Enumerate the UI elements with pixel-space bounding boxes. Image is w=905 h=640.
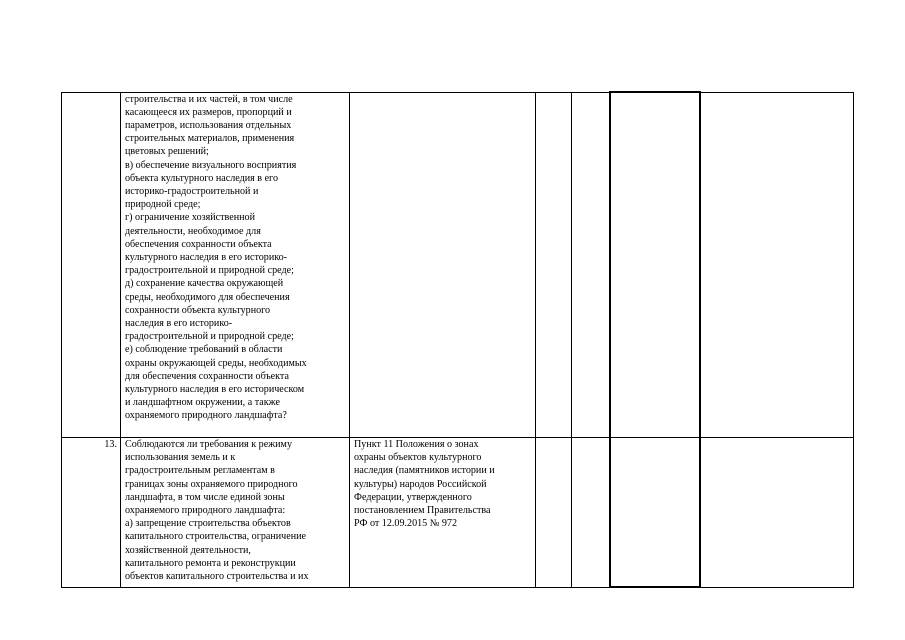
text-line: культурного наследия в его историко- — [125, 251, 288, 263]
text-line: сохранности объекта культурного — [125, 304, 271, 316]
text-line: культуры) народов Российской — [354, 478, 487, 490]
text-line: деятельности, необходимое для — [125, 225, 261, 237]
table-row — [62, 438, 854, 588]
text-line: цветовых решений; — [125, 146, 209, 158]
not-applicable-cell — [610, 438, 700, 588]
text-line: границах зоны охраняемого природного — [125, 478, 298, 490]
text-line: использования земель и к — [125, 452, 236, 464]
text-line: историко-градостроительной и — [125, 185, 259, 197]
text-line: г) ограничение хозяйственной — [125, 212, 255, 224]
text-line: среды, необходимого для обеспечения — [125, 291, 290, 303]
row-number-cell — [62, 92, 121, 438]
text-line: ландшафта, в том числе единой зоны — [125, 491, 285, 503]
text-line: охраны объектов культурного — [354, 452, 482, 464]
not-applicable-cell — [610, 92, 700, 438]
text-line: а) запрещение строительства объектов — [125, 518, 291, 530]
requirement-cell — [121, 438, 350, 588]
text-line: параметров, использования отдельных — [125, 119, 292, 131]
text-line: Соблюдаются ли требования к режиму — [125, 439, 292, 450]
answer-yes-cell — [536, 92, 572, 438]
text-line: охраняемого природного ландшафта: — [125, 505, 286, 517]
text-line: градостроительной и природной среде; — [125, 331, 294, 343]
answer-yes-cell — [536, 438, 572, 588]
text-line: строительных материалов, применения — [125, 133, 295, 145]
requirement-cell — [121, 92, 350, 438]
text-line: постановлением Правительства — [354, 505, 491, 517]
text-line: охраны окружающей среды, необходимых — [125, 357, 307, 369]
text-line: д) сохранение качества окружающей — [125, 278, 284, 290]
text-line: в) обеспечение визуального восприятия — [125, 159, 297, 171]
text-line: хозяйственной деятельности, — [125, 544, 251, 556]
reference-cell — [350, 92, 536, 438]
text-line: обеспечения сохранности объекта — [125, 238, 272, 250]
row-number-cell: 13. — [62, 438, 121, 588]
text-line: капитального строительства, ограничение — [125, 531, 307, 543]
text-line: для обеспечения сохранности объекта — [125, 370, 289, 382]
text-line: Федерации, утвержденного — [354, 491, 472, 503]
text-line: строительства и их частей, в том числе — [125, 93, 293, 105]
note-cell — [700, 438, 854, 588]
text-line: РФ от 12.09.2015 № 972 — [354, 518, 458, 530]
text-line: Пункт 11 Положения о зонах — [354, 439, 479, 450]
text-line: градостроительным регламентам в — [125, 465, 275, 477]
note-cell — [700, 92, 854, 438]
answer-no-cell — [572, 438, 610, 588]
text-line: природной среде; — [125, 199, 201, 211]
text-line: объекта культурного наследия в его — [125, 172, 278, 184]
answer-no-cell — [572, 92, 610, 438]
checklist-table — [61, 91, 854, 588]
text-line: е) соблюдение требований в области — [125, 344, 283, 356]
text-line: касающееся их размеров, пропорций и — [125, 106, 292, 118]
table-row — [62, 92, 854, 438]
reference-cell — [350, 438, 536, 588]
text-line: культурного наследия в его историческом — [125, 383, 305, 395]
text-line: капитального ремонта и реконструкции — [125, 557, 296, 569]
text-line: градостроительной и природной среде; — [125, 265, 294, 277]
text-line: наследия в его историко- — [125, 317, 233, 329]
text-line: объектов капитального строительства и их — [125, 571, 309, 583]
text-line: и ландшафтном окружении, а также — [125, 397, 280, 409]
text-line: наследия (памятников истории и — [354, 465, 495, 477]
text-line: охраняемого природного ландшафта? — [125, 410, 287, 422]
